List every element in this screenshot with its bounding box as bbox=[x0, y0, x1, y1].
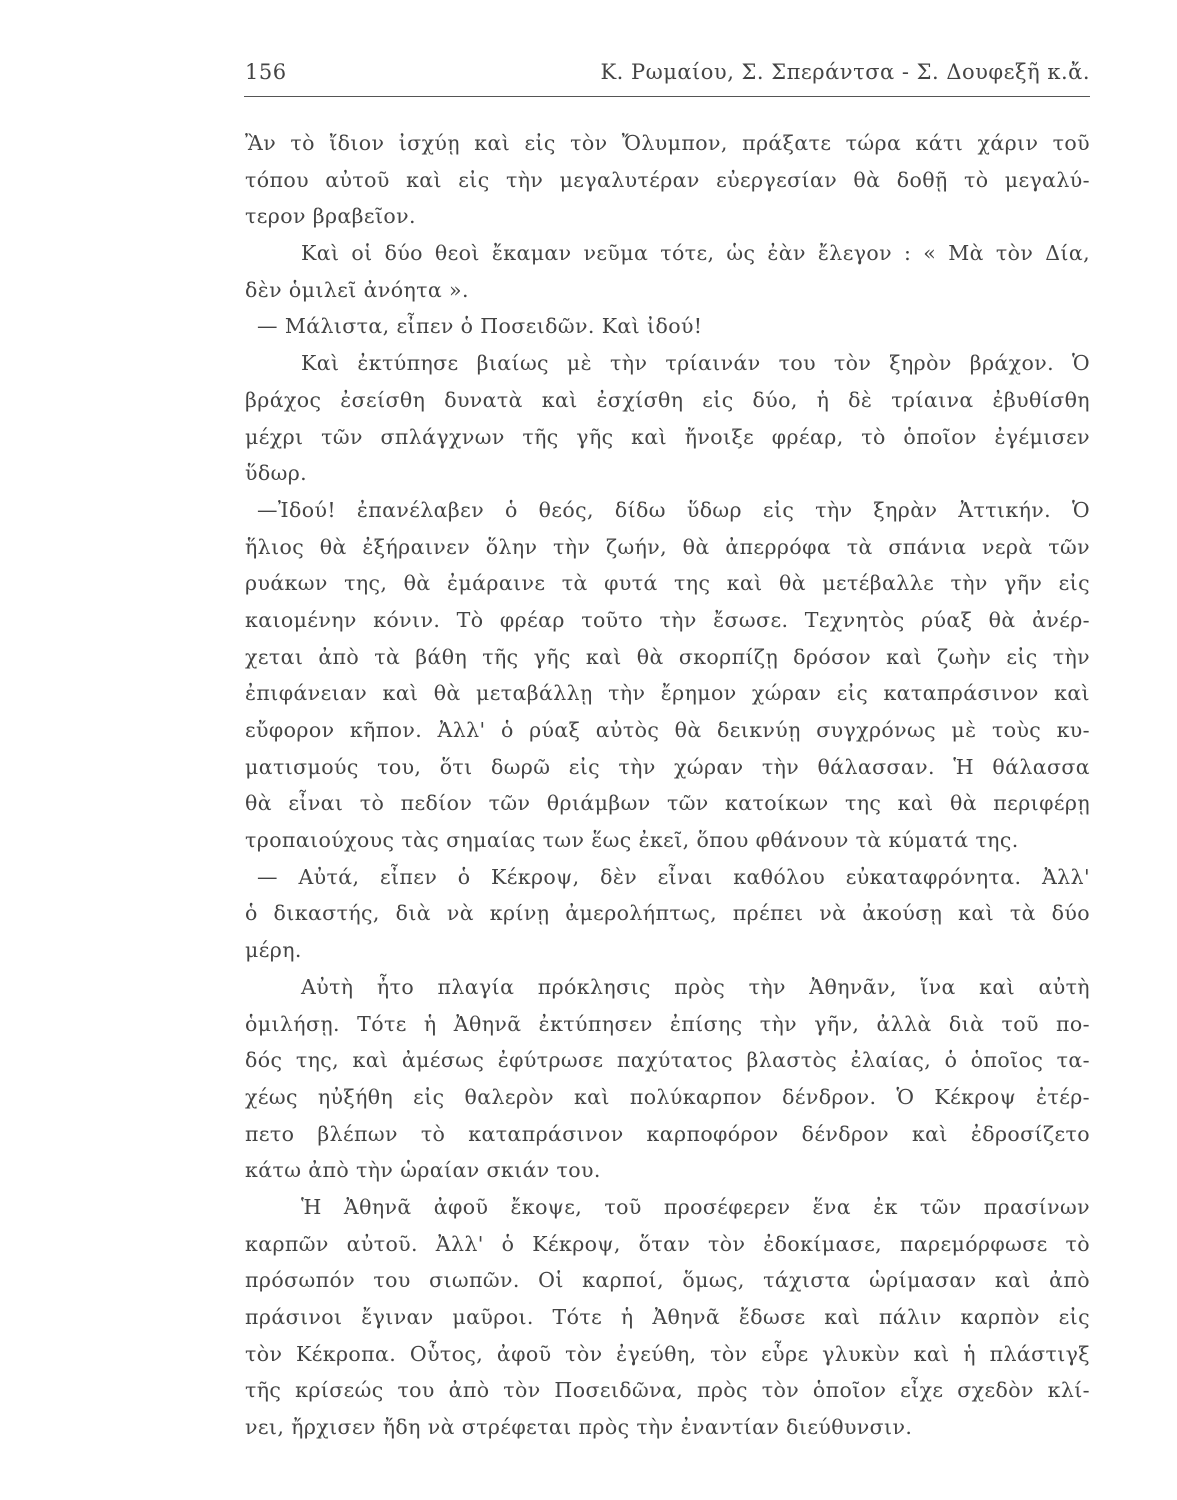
text-line: Αὐτὴ ἦτο πλαγία πρόκλησις πρὸς τὴν Ἀθηνᾶν, ἵνα καὶ αὐτὴ bbox=[301, 974, 1090, 999]
text-line: μέχρι τῶν σπλάγχνων τῆς γῆς καὶ ἤνοιξε φρέαρ, τὸ ὁποῖον ἐγέμισεν bbox=[245, 424, 1090, 449]
text-line: — Αὐτά, εἶπεν ὁ Κέκροψ, δὲν εἶναι καθόλου εὐκαταφρόνητα. Ἀλλ' bbox=[257, 864, 1090, 889]
text-line: Ἡ Ἀθηνᾶ ἀφοῦ ἔκοψε, τοῦ προσέφερεν ἕνα ἐκ τῶν πρασίνων bbox=[301, 1194, 1090, 1219]
running-head bbox=[245, 60, 1090, 92]
text-line: Ἂν τὸ ἴδιον ἰσχύῃ καὶ εἰς τὸν Ὄλυμπον, πράξατε τώρα κάτι χάριν τοῦ bbox=[245, 131, 1090, 155]
text-line: ἐπιφάνειαν καὶ θὰ μεταβάλλῃ τὴν ἔρημον χώραν εἰς καταπράσινον καὶ bbox=[245, 681, 1090, 706]
text-line: τόπου αὐτοῦ καὶ εἰς τὴν μεγαλυτέραν εὐεργεσίαν θὰ δοθῇ τὸ μεγαλύ- bbox=[245, 167, 1090, 192]
text-line: ὁμιλήσῃ. Τότε ἡ Ἀθηνᾶ ἐκτύπησεν ἐπίσης τὴν γῆν, ἀλλὰ διὰ τοῦ πο- bbox=[245, 1011, 1090, 1036]
text-line: πρόσωπόν του σιωπῶν. Οἱ καρποί, ὅμως, τάχιστα ὡρίμασαν καὶ ἀπὸ bbox=[245, 1268, 1090, 1293]
text-line: ὕδωρ. bbox=[245, 461, 308, 486]
text-line: —Ἰδού! ἐπανέλαβεν ὁ θεός, δίδω ὕδωρ εἰς τὴν ξηρὰν Ἀττικήν. Ὁ bbox=[257, 497, 1090, 522]
text-line: δός της, καὶ ἀμέσως ἐφύτρωσε παχύτατος βλαστὸς ἐλαίας, ὁ ὁποῖος τα- bbox=[245, 1048, 1090, 1073]
text-line: δὲν ὁμιλεῖ ἀνόητα ». bbox=[245, 277, 469, 302]
text-line: βράχος ἐσείσθη δυνατὰ καὶ ἐσχίσθη εἰς δύο, ἡ δὲ τρίαινα ἐβυθίσθη bbox=[245, 387, 1090, 412]
text-line: καιομένην κόνιν. Τὸ φρέαρ τοῦτο τὴν ἔσωσε. Τεχνητὸς ρύαξ θὰ ἀνέρ- bbox=[245, 607, 1090, 632]
text-line: ὁ δικαστής, διὰ νὰ κρίνῃ ἀμερολήπτως, πρέπει νὰ ἀκούσῃ καὶ τὰ δύο bbox=[245, 901, 1090, 926]
text-line: πετο βλέπων τὸ καταπράσινον καρποφόρον δένδρον καὶ ἐδροσίζετο bbox=[245, 1121, 1090, 1146]
text-line: ἥλιος θὰ ἐξήραινεν ὅλην τὴν ζωήν, θὰ ἀπερρόφα τὰ σπάνια νερὰ τῶν bbox=[245, 534, 1090, 559]
text-line: κάτω ἀπὸ τὴν ὡραίαν σκιάν του. bbox=[245, 1158, 601, 1183]
text-line: — Μάλιστα, εἶπεν ὁ Ποσειδῶν. Καὶ ἰδού! bbox=[257, 314, 703, 339]
text-line: ρυάκων της, θὰ ἐμάραινε τὰ φυτά της καὶ θὰ μετέβαλλε τὴν γῆν εἰς bbox=[245, 571, 1090, 596]
text-line: καρπῶν αὐτοῦ. Ἀλλ' ὁ Κέκροψ, ὅταν τὸν ἐδοκίμασε, παρεμόρφωσε τὸ bbox=[245, 1231, 1090, 1256]
text-line: χεται ἀπὸ τὰ βάθη τῆς γῆς καὶ θὰ σκορπίζῃ δρόσον καὶ ζωὴν εἰς τὴν bbox=[245, 644, 1090, 669]
text-line: χέως ηὐξήθη εἰς θαλερὸν καὶ πολύκαρπον δένδρον. Ὁ Κέκροψ ἐτέρ- bbox=[245, 1084, 1090, 1109]
text-line: τὸν Κέκροπα. Οὗτος, ἀφοῦ τὸν ἐγεύθη, τὸν εὗρε γλυκὺν καὶ ἡ πλάστιγξ bbox=[245, 1341, 1090, 1366]
text-line: νει, ἤρχισεν ἤδη νὰ στρέφεται πρὸς τὴν ἐναντίαν διεύθυνσιν. bbox=[245, 1415, 913, 1440]
header-rule bbox=[244, 96, 1090, 97]
text-line: θὰ εἶναι τὸ πεδίον τῶν θριάμβων τῶν κατοίκων της καὶ θὰ περιφέρῃ bbox=[245, 791, 1090, 816]
text-line: εὔφορον κῆπον. Ἀλλ' ὁ ρύαξ αὐτὸς θὰ δεικνύῃ συγχρόνως μὲ τοὺς κυ- bbox=[245, 718, 1090, 742]
page-number: 156 bbox=[245, 60, 287, 84]
text-line: μέρη. bbox=[245, 938, 302, 963]
body-text bbox=[245, 125, 1090, 1446]
text-line: Καὶ οἱ δύο θεοὶ ἔκαμαν νεῦμα τότε, ὡς ἐὰν ἔλεγον : « Μὰ τὸν Δία, bbox=[301, 241, 1090, 266]
header-title: Κ. Ρωμαίου, Σ. Σπεράντσα - Σ. Δουφεξῆ κ.ἄ. bbox=[600, 60, 1090, 84]
text-line: πράσινοι ἔγιναν μαῦροι. Τότε ἡ Ἀθηνᾶ ἔδωσε καὶ πάλιν καρπὸν εἰς bbox=[245, 1305, 1090, 1329]
text-line: ματισμούς του, ὅτι δωρῶ εἰς τὴν χώραν τὴν θάλασσαν. Ἡ θάλασσα bbox=[245, 754, 1090, 779]
text-line: τῆς κρίσεώς του ἀπὸ τὸν Ποσειδῶνα, πρὸς τὸν ὁποῖον εἶχε σχεδὸν κλί- bbox=[245, 1378, 1090, 1403]
text-line: Καὶ ἐκτύπησε βιαίως μὲ τὴν τρίαινάν του τὸν ξηρὸν βράχον. Ὁ bbox=[301, 351, 1090, 376]
text-line: τροπαιούχους τὰς σημαίας των ἕως ἐκεῖ, ὅπου φθάνουν τὰ κύματά της. bbox=[245, 828, 1019, 853]
text-line: τερον βραβεῖον. bbox=[245, 204, 416, 229]
